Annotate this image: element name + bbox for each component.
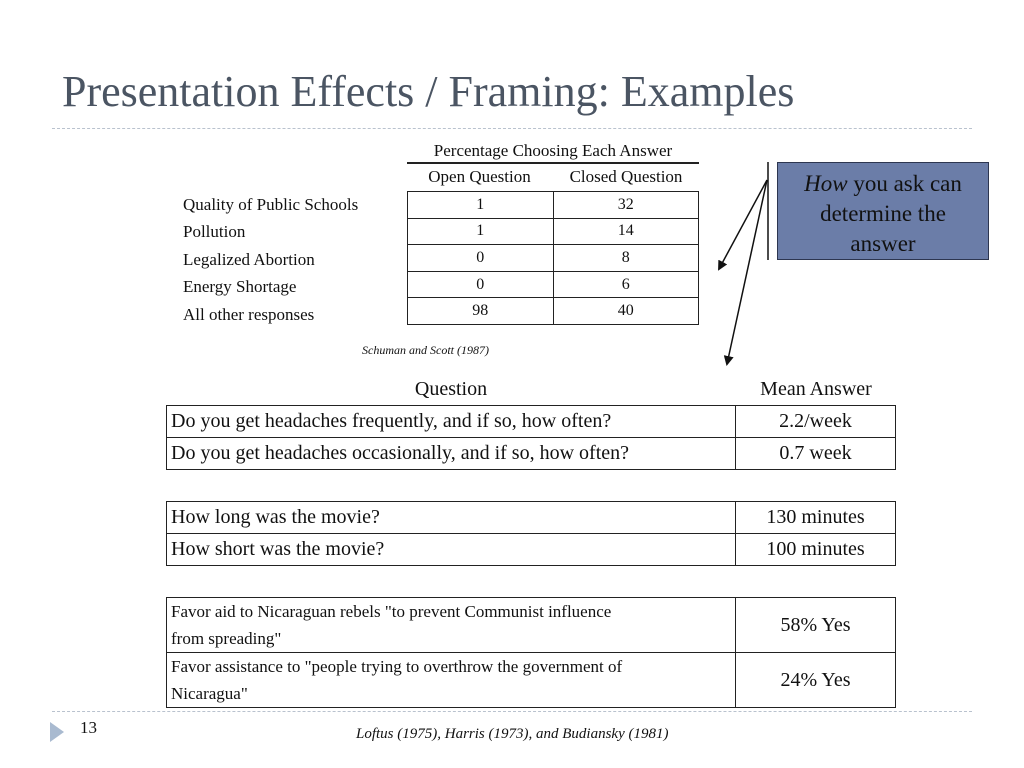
table-row — [167, 406, 896, 438]
answer-cell: 58% Yes — [736, 598, 896, 653]
arrow-to-table2 — [727, 180, 767, 364]
cell-open: 1 — [408, 218, 554, 245]
question-line: from spreading" — [171, 629, 282, 648]
answer-cell: 0.7 week — [736, 438, 896, 470]
callout-emphasis: How — [804, 171, 848, 196]
slide-title: Presentation Effects / Framing: Examples — [62, 67, 795, 116]
footer-divider — [52, 711, 972, 712]
answer-cell: 24% Yes — [736, 653, 896, 708]
callout-line2: determine the — [820, 201, 946, 226]
cell-open: 0 — [408, 245, 554, 272]
answer-cell: 130 minutes — [736, 502, 896, 534]
cell-closed: 6 — [553, 271, 699, 298]
col-head-mean-answer: Mean Answer — [760, 378, 872, 400]
cell-open: 1 — [408, 192, 554, 219]
question-cell — [167, 653, 736, 708]
table1-header: Percentage Choosing Each Answer — [407, 140, 699, 164]
table-row — [167, 502, 896, 534]
question-cell — [167, 598, 736, 653]
row-label: Legalized Abortion — [183, 250, 315, 269]
footer-citation: Loftus (1975), Harris (1973), and Budiansky (1981) — [356, 726, 669, 742]
slide-number: 13 — [80, 718, 97, 737]
answer-cell: 2.2/week — [736, 406, 896, 438]
table-row — [167, 598, 896, 653]
cell-closed: 40 — [553, 298, 699, 325]
answer-cell: 100 minutes — [736, 534, 896, 566]
question-line: Favor aid to Nicaraguan rebels "to prevent Communist influence — [171, 602, 612, 621]
callout-line3: answer — [850, 231, 916, 256]
cell-open: 98 — [408, 298, 554, 325]
row-label: Quality of Public Schools — [183, 195, 359, 214]
question-cell: Do you get headaches occasionally, and if so, how often? — [167, 438, 736, 470]
row-label: Pollution — [183, 222, 246, 241]
table-row — [167, 438, 896, 470]
arrow-to-table1 — [719, 180, 767, 269]
cell-closed: 32 — [553, 192, 699, 219]
col-head-question: Question — [414, 378, 488, 400]
table-row — [167, 653, 896, 708]
movie-table — [166, 501, 896, 566]
nicaragua-table — [166, 597, 896, 708]
table1-citation: Schuman and Scott (1987) — [362, 343, 489, 357]
question-cell: How long was the movie? — [167, 502, 736, 534]
callout-line1: you ask can — [847, 171, 962, 196]
col-head-closed: Closed Question — [569, 167, 683, 186]
row-label: Energy Shortage — [183, 277, 297, 296]
cell-open: 0 — [408, 271, 554, 298]
question-cell: Do you get headaches frequently, and if so, how often? — [167, 406, 736, 438]
question-cell: How short was the movie? — [167, 534, 736, 566]
question-line: Nicaragua" — [171, 684, 248, 703]
question-line: Favor assistance to "people trying to overthrow the government of — [171, 657, 623, 676]
cell-closed: 14 — [553, 218, 699, 245]
col-head-open: Open Question — [428, 167, 531, 186]
row-label: All other responses — [183, 305, 315, 324]
headache-table — [166, 405, 896, 470]
table-row — [167, 534, 896, 566]
slide-bullet-icon — [50, 722, 64, 742]
cell-closed: 8 — [553, 245, 699, 272]
